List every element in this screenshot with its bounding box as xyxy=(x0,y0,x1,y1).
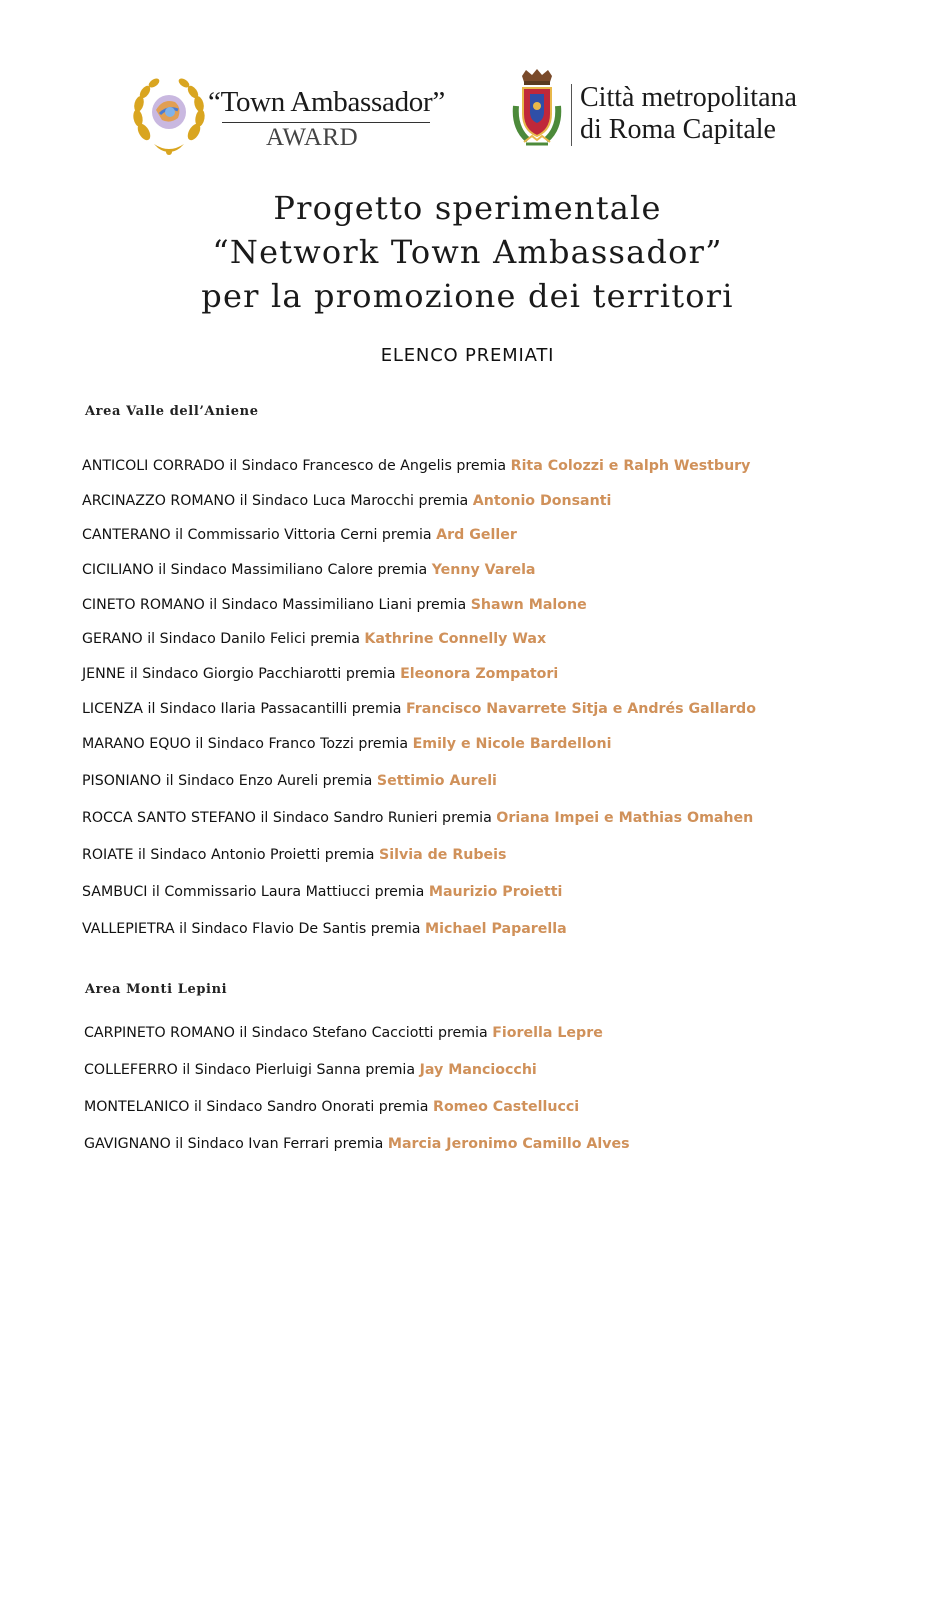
awardee-name: Shawn Malone xyxy=(470,596,587,613)
entry-text: SAMBUCI il Commissario Laura Mattiucci premia xyxy=(82,883,425,900)
entry-text: LICENZA il Sindaco Ilaria Passacantilli premia xyxy=(82,700,402,717)
award-divider xyxy=(222,122,430,123)
awardee-name: Eleonora Zompatori xyxy=(400,666,559,683)
awardee-name: Ard Geller xyxy=(436,527,517,544)
awardee-name: Maurizio Proietti xyxy=(428,883,563,900)
town-ambassador-award-logo xyxy=(130,74,460,158)
award-subtitle: AWARD xyxy=(266,124,359,151)
coat-of-arms-icon xyxy=(510,68,564,152)
entry-text: JENNE il Sindaco Giorgio Pacchiarotti premia xyxy=(82,666,396,683)
metro-logo-line2: di Roma Capitale xyxy=(580,114,776,145)
list-item xyxy=(82,527,756,562)
entry-text: GAVIGNANO il Sindaco Ivan Ferrari premia xyxy=(84,1136,384,1152)
title-line-1: Progetto sperimentale xyxy=(273,189,662,227)
citta-metropolitana-logo xyxy=(510,68,830,158)
entry-text: COLLEFERRO il Sindaco Pierluigi Sanna premia xyxy=(84,1062,416,1078)
entry-text: MARANO EQUO il Sindaco Franco Tozzi premia xyxy=(82,735,409,752)
list-item xyxy=(82,921,756,958)
list-item xyxy=(82,736,756,773)
awardees-list-monti-lepini xyxy=(84,1025,630,1173)
entry-text: CINETO ROMANO il Sindaco Massimiliano Liani premia xyxy=(82,596,467,613)
award-title: “Town Ambassador” xyxy=(208,86,445,118)
awardee-name: Yenny Varela xyxy=(431,562,536,579)
awardee-name: Settimio Aureli xyxy=(376,772,497,789)
awardee-name: Fiorella Lepre xyxy=(492,1025,603,1041)
list-item xyxy=(84,1136,630,1173)
entry-text: MONTELANICO il Sindaco Sandro Onorati premia xyxy=(84,1099,429,1115)
list-item xyxy=(82,631,756,666)
list-subtitle: ELENCO PREMIATI xyxy=(380,345,555,366)
awardee-name: Silvia de Rubeis xyxy=(379,846,507,863)
page-header xyxy=(0,68,935,158)
entry-text: GERANO il Sindaco Danilo Felici premia xyxy=(82,631,360,648)
list-item xyxy=(82,458,756,493)
title-line-3: per la promozione dei territori xyxy=(201,277,734,315)
awardee-name: Oriana Impei e Mathias Omahen xyxy=(496,809,754,826)
awardee-name: Michael Paparella xyxy=(424,920,567,937)
page-title xyxy=(0,186,935,318)
awardee-name: Marcia Jeronimo Camillo Alves xyxy=(387,1136,630,1152)
awardee-name: Kathrine Connelly Wax xyxy=(364,631,547,648)
list-item xyxy=(82,701,756,736)
list-item xyxy=(82,884,756,921)
list-item xyxy=(84,1099,630,1136)
list-item xyxy=(82,773,756,810)
entry-text: VALLEPIETRA il Sindaco Flavio De Santis premia xyxy=(82,920,421,937)
metro-logo-line1: Città metropolitana xyxy=(580,82,797,113)
list-item xyxy=(82,847,756,884)
area-heading-monti-lepini: Area Monti Lepini xyxy=(85,982,228,997)
list-item xyxy=(82,493,756,528)
entry-text: CANTERANO il Commissario Vittoria Cerni premia xyxy=(82,527,432,544)
list-item xyxy=(84,1025,630,1062)
entry-text: CARPINETO ROMANO il Sindaco Stefano Cacciotti premia xyxy=(84,1025,488,1041)
entry-text: CICILIANO il Sindaco Massimiliano Calore premia xyxy=(82,562,428,579)
list-item xyxy=(82,810,756,847)
entry-text: ROCCA SANTO STEFANO il Sindaco Sandro Runieri premia xyxy=(82,809,492,826)
title-line-2: “Network Town Ambassador” xyxy=(212,233,723,271)
awardee-name: Francisco Navarrete Sitja e Andrés Gallardo xyxy=(405,700,756,717)
awardee-name: Romeo Castellucci xyxy=(433,1099,580,1115)
area-heading-valle-aniene: Area Valle dell’Aniene xyxy=(85,404,259,419)
metro-logo-text xyxy=(580,82,797,146)
metro-logo-divider xyxy=(571,84,572,146)
awardee-name: Rita Colozzi e Ralph Westbury xyxy=(510,458,751,474)
entry-text: ANTICOLI CORRADO il Sindaco Francesco de Angelis premia xyxy=(82,458,507,474)
list-item xyxy=(82,562,756,597)
list-item xyxy=(82,666,756,701)
list-item xyxy=(84,1062,630,1099)
list-item xyxy=(82,597,756,632)
laurel-wreath-icon xyxy=(130,74,208,158)
awardee-name: Emily e Nicole Bardelloni xyxy=(412,735,612,752)
awardee-name: Jay Manciocchi xyxy=(419,1062,537,1078)
entry-text: ARCINAZZO ROMANO il Sindaco Luca Marocchi premia xyxy=(82,492,469,509)
entry-text: PISONIANO il Sindaco Enzo Aureli premia xyxy=(82,772,373,789)
awardee-name: Antonio Donsanti xyxy=(472,492,612,509)
awardees-list-valle-aniene xyxy=(82,458,756,958)
entry-text: ROIATE il Sindaco Antonio Proietti premia xyxy=(82,846,375,863)
